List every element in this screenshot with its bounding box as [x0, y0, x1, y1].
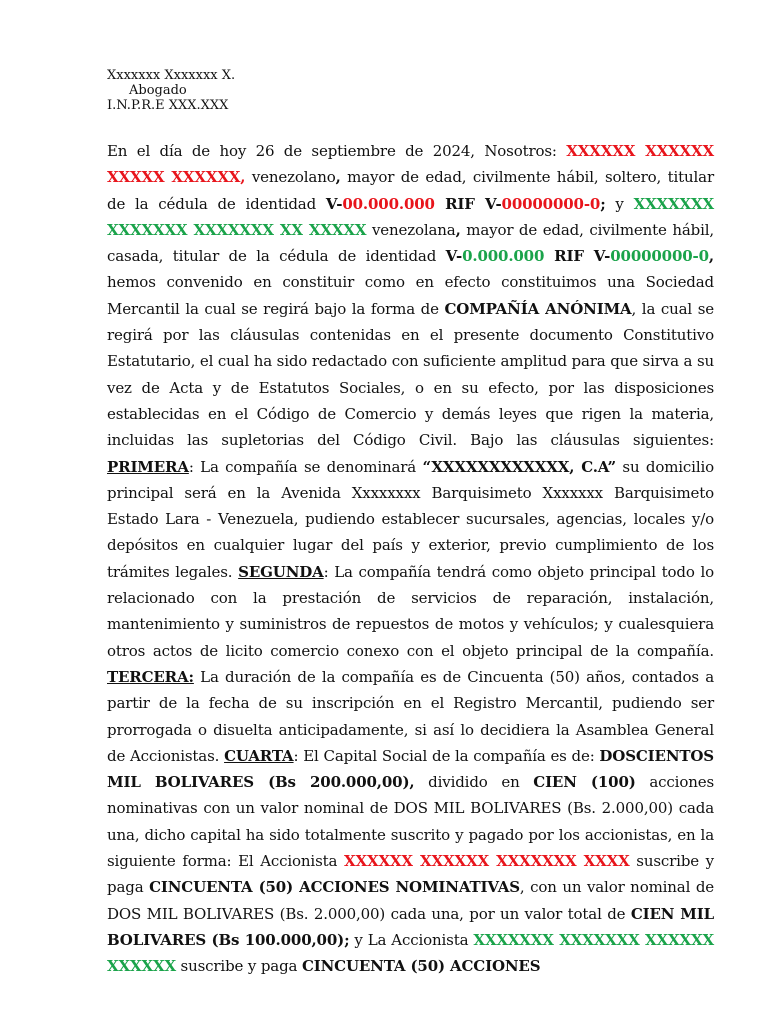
id-prefix: V-: [445, 247, 463, 266]
clause-tercera-heading: TERCERA:: [107, 667, 194, 686]
text-run: ;: [600, 194, 606, 213]
text-run: mayor de edad, civilmente hábil, soltero, titular de la cédula de identidad: [107, 168, 714, 213]
text-run: ,: [708, 247, 714, 266]
text-run: acciones nominativas con un valor nominal de DOS MIL BOLIVARES (Bs. 2.000,00) cada una, dicho capital ha sido totalmente suscrito y pagado por los accionistas, en la siguiente forma: El Accionista: [107, 773, 714, 871]
text-run: : La compañía se denominará: [188, 457, 423, 476]
partner-1-rif: 00000000-0: [501, 194, 601, 213]
company-name: “XXXXXXXXXXXX, C.A”: [422, 457, 616, 476]
id-prefix: V-: [325, 194, 343, 213]
text-run: dividido en: [414, 773, 534, 792]
inpre-number: I.N.P.R.E XXX.XXX: [107, 98, 229, 113]
partner-1-name-repeat: XXXXXX XXXXXX XXXXXXX XXXX: [343, 852, 630, 871]
rif-prefix: RIF V-: [544, 247, 611, 266]
document-body: [107, 138, 714, 980]
text-run: La duración de la compañía es de Cincuenta (50) años, contados a partir de la fecha de su inscripción en el Registro Mercantil, pudiendo ser prorrogada o disuelta anticipadamente, si así lo decidiera la Asamblea General de Accionistas.: [107, 667, 714, 765]
shares-partner-1: CINCUENTA (50) ACCIONES NOMINATIVAS: [149, 878, 520, 897]
text-run: hemos convenido en constituir como en efecto constituimos una Sociedad Mercantil la cual se regirá bajo la forma de: [107, 273, 714, 318]
amount-partner-1: CIEN MIL BOLIVARES (Bs 100.000,00);: [107, 904, 714, 949]
letterhead: [107, 68, 235, 113]
text-run: , con un valor nominal de DOS MIL BOLIVARES (Bs. 2.000,00) cada una, por un valor total de: [107, 878, 715, 923]
lawyer-title: Abogado: [129, 83, 187, 98]
text-run: y La Accionista: [349, 930, 474, 949]
clause-primera-heading: PRIMERA: [107, 457, 189, 476]
company-type: COMPAÑÍA ANÓNIMA: [444, 299, 632, 318]
text-run: : La compañía tendrá como objeto principal todo lo relacionado con la prestación de servicios de reparación, instalación, mantenimiento y suministros de repuestos de motos y vehículos; y cualesquiera otros actos de licito comercio conexo con el objeto principal de la compañía.: [107, 562, 714, 660]
partner-1-name: XXXXXX XXXXXX XXXXX XXXXXX,: [107, 142, 715, 187]
text-run: , la cual se regirá por las cláusulas contenidas en el presente documento Constitutivo Estatutario, el cual ha sido redactado con suficiente amplitud para que sirva a su vez de Acta y de Estatutos Sociales, o en su efecto, por las disposiciones establecidas en el Código de Comercio y demás leyes que rigen la materia, incluidas las supletorias del Código Civil. Bajo las cláusulas siguientes:: [107, 299, 714, 450]
text-run: mayor de edad, civilmente hábil, casada, titular de la cédula de identidad: [107, 220, 714, 266]
partner-2-name: XXXXXXX XXXXXXX XXXXXXX XX XXXXX: [107, 194, 714, 239]
capital-amount: DOSCIENTOS MIL BOLIVARES (Bs 200.000,00),: [107, 746, 714, 792]
partner-2-rif: 00000000-0: [610, 247, 709, 266]
text-run: venezolano: [245, 168, 336, 187]
share-count: CIEN (100): [533, 773, 636, 792]
partner-2-name-repeat: XXXXXXX XXXXXXX XXXXXX XXXXXX: [107, 930, 714, 976]
text-run: y: [605, 194, 634, 213]
text-run: ,: [335, 168, 341, 187]
text-run: : El Capital Social de la compañía es de:: [293, 746, 600, 765]
lawyer-name: Xxxxxxx Xxxxxxx X.: [107, 68, 236, 83]
rif-prefix: RIF V-: [434, 194, 502, 213]
text-run: su domicilio principal será en la Avenida Xxxxxxxx Barquisimeto Xxxxxxx Barquisimeto Estado Lara - Venezuela, pudiendo establecer sucursales, agencias, locales y/o depósitos en cualquier lugar del país y exterior, previo cumplimiento de los trámites legales.: [107, 457, 714, 581]
text-run: En el día de hoy 26 de septiembre de 2024, Nosotros:: [107, 142, 567, 160]
text-run: ,: [455, 220, 461, 239]
text-run: suscribe y paga: [175, 957, 302, 976]
clause-cuarta-heading: CUARTA: [224, 746, 294, 765]
shares-partner-2: CINCUENTA (50) ACCIONES: [301, 957, 541, 976]
partner-1-id: 00.000.000: [342, 194, 435, 213]
partner-2-id: 0.000.000: [462, 247, 545, 266]
clause-segunda-heading: SEGUNDA: [238, 562, 324, 581]
text-run: suscribe y paga: [107, 852, 715, 897]
text-run: venezolana: [366, 220, 456, 239]
